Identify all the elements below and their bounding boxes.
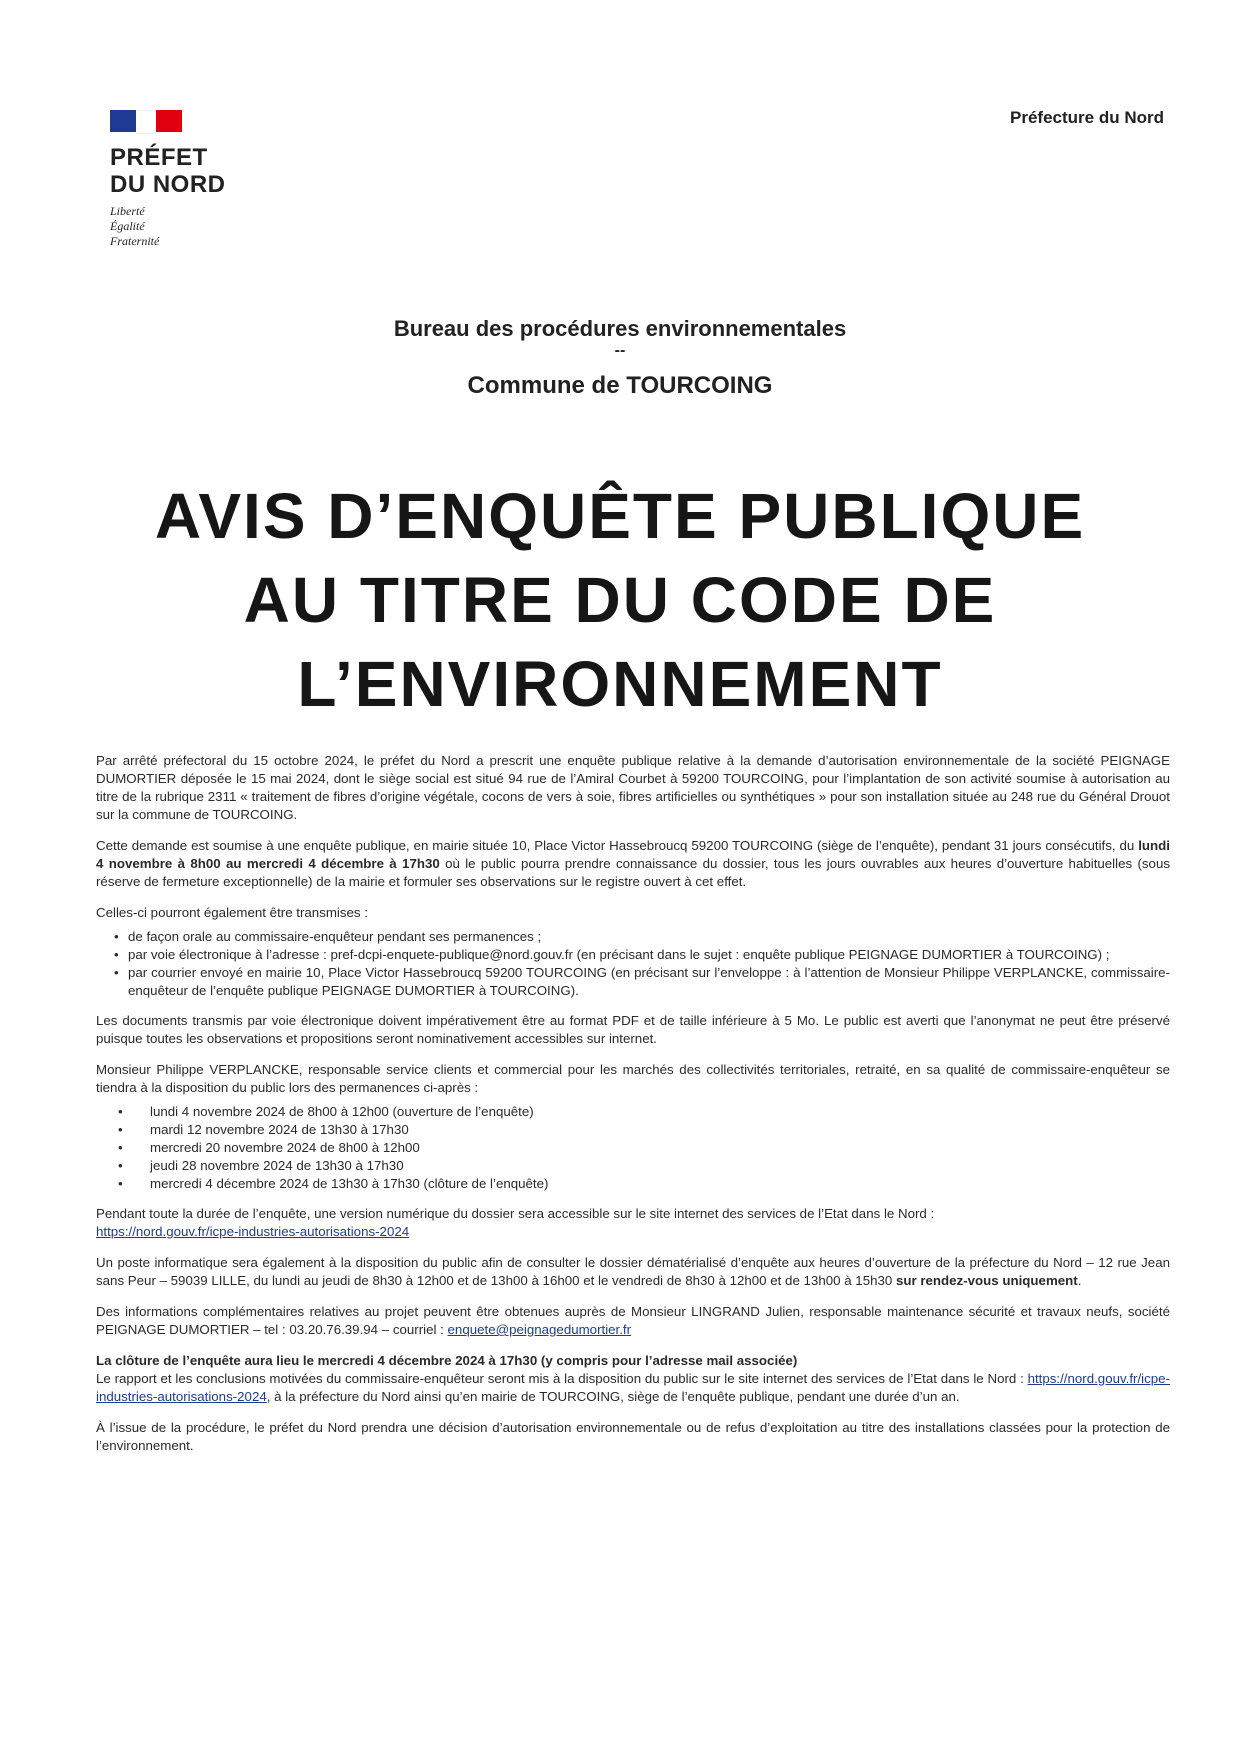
motto-fraternite: Fraternité [110,234,160,248]
motto-egalite: Égalité [110,219,145,233]
dossier-numerique-text: Pendant toute la durée de l’enquête, une version numérique du dossier sera accessible sur le site internet des services de l’Etat dans le Nord : [96,1206,935,1221]
prefecture-label: Préfecture du Nord [1010,108,1164,127]
subheader-separator: -- [614,342,626,359]
logo-title-line2: DU NORD [110,171,226,198]
flag-blue-band [110,110,136,132]
french-flag-icon [110,110,182,132]
list-item: • par voie électronique à l’adresse : pref-dcpi-enquete-publique@nord.gouv.fr (en précisant dans le sujet : enquête publique PEIGNAGE DUMORTIER à TOURCOING) ; [114,946,1170,964]
paragraph-enquete-b: où le public pourra prendre connaissance du dossier, tous les jours ouvrables aux heures d’ouverture habituelles (sous réserve de fermeture exceptionnelle) de la mairie et formuler ses observations sur le registre ouvert à cet effet. [96,856,1170,889]
paragraph-poste-informatique [96,1254,1170,1290]
list-item: • de façon orale au commissaire-enquêteur pendant ses permanences ; [114,928,1170,946]
paragraph-dossier-numerique [96,1205,1170,1241]
paragraph-transmission-intro: Celles-ci pourront également être transmises : [96,905,368,920]
bureau-title: Bureau des procédures environnementales [393,316,847,341]
dossier-link[interactable]: https://nord.gouv.fr/icpe-industries-autorisations-2024 [96,1224,410,1239]
paragraph-commissaire: Monsieur Philippe VERPLANCKE, responsable service clients et commercial pour les marchés des collectivités territoriales, retraité, en sa qualité de commissaire-enquêteur se tiendra à la disposition du public lors des permanences ci-après : [96,1062,1170,1095]
cloture-heading: La clôture de l’enquête aura lieu le mercredi 4 décembre 2024 à 17h30 (y compris pour l’adresse mail associée) [96,1353,798,1368]
rapport-link[interactable]: https://nord.gouv.fr/icpe-industries-autorisations-2024 [96,1371,1170,1404]
page-title [0,474,1240,726]
paragraph-enquete-a: Cette demande est soumise à une enquête publique, en mairie située 10, Place Victor Hassebroucq 59200 TOURCOING (siège de l’enquête), pendant 31 jours consécutifs, du [96,838,1139,853]
notice-body [96,752,1170,1468]
title-line2: AU TITRE DU CODE DE [243,564,997,636]
rendez-vous-text: sur rendez-vous uniquement [895,1273,1078,1288]
list-item: • jeudi 28 novembre 2024 de 13h30 à 17h30 [118,1157,1170,1175]
motto-liberte: Liberté [110,204,145,218]
flag-white-band [136,110,156,134]
republique-logo [110,110,226,249]
enquete-dates: lundi 4 novembre à 8h00 au mercredi 4 décembre à 17h30 [96,838,1170,871]
flag-red-band [156,110,182,132]
list-item: • par courrier envoyé en mairie 10, Place Victor Hassebroucq 59200 TOURCOING (en précisant sur l’enveloppe : à l’attention de Monsieur Philippe VERPLANCKE, commissaire-enquêteur de l’enquête publique PEIGNAGE DUMORTIER à TOURCOING). [114,964,1170,1000]
logo-title [110,144,226,198]
paragraph-cloture [96,1352,1170,1406]
list-item: • mercredi 4 décembre 2024 de 13h30 à 17h30 (clôture de l’enquête) [118,1175,1170,1193]
list-item: • mercredi 20 novembre 2024 de 8h00 à 12h00 [118,1139,1170,1157]
paragraph-enquete [96,837,1170,891]
permanences-list [96,1103,1170,1193]
email-link[interactable]: enquete@peignagedumortier.fr [447,1322,632,1337]
title-line3: L’ENVIRONNEMENT [297,648,943,720]
paragraph-issue: À l’issue de la procédure, le préfet du Nord prendra une décision d’autorisation environnementale ou de refus d’exploitation au titre des installations classées pour la protection de l’environnement. [96,1420,1170,1453]
poste-text: Un poste informatique sera également à la disposition du public afin de consulter le dossier dématérialisé d’enquête aux heures d’ouverture de la préfecture du Nord – 12 rue Jean sans Peur – 59039 LILLE, du lundi au jeudi de 8h30 à 12h00 et de 13h00 à 16h00 et le vendredi de 8h30 à 12h00 et de 13h00 à 15h30 [96,1255,1170,1288]
commune-title: Commune de TOURCOING [467,372,773,399]
paragraph-arrete: Par arrêté préfectoral du 15 octobre 2024, le préfet du Nord a prescrit une enquête publique relative à la demande d’autorisation environnementale de la société PEIGNAGE DUMORTIER déposée le 15 mai 2024, dont le siège social est situé 94 rue de l’Amiral Courbet à 59200 TOURCOING, pour l’implantation de son activité soumise à autorisation au titre de la rubrique 2311 « traitement de fibres d’origine végétale, cocons de vers à soie, fibres artificielles ou synthétiques » pour son installation située au 248 rue du Général Drouot sur la commune de TOURCOING. [96,753,1170,822]
transmission-list [96,928,1170,1000]
informations-text: Des informations complémentaires relatives au projet peuvent être obtenues auprès de Monsieur LINGRAND Julien, responsable maintenance sécurité et travaux neufs, société PEIGNAGE DUMORTIER – tel : 03.20.76.39.94 – courriel : [96,1304,1170,1337]
cloture-text: Le rapport et les conclusions motivées du commissaire-enquêteur seront mis à la disposition du public sur le site internet des services de l’Etat dans le Nord : [96,1371,1024,1386]
poste-end: . [1077,1273,1082,1288]
subheader [0,316,1240,400]
logo-title-line1: PRÉFET [110,144,208,171]
cloture-text-end: , à la préfecture du Nord ainsi qu’en mairie de TOURCOING, siège de l’enquête publique, pendant une durée d’un an. [266,1389,960,1404]
paragraph-documents: Les documents transmis par voie électronique doivent impérativement être au format PDF et de taille inférieure à 5 Mo. Le public est averti que l’anonymat ne peut être préservé puisque toutes les observations et propositions seront nominativement accessibles sur internet. [96,1013,1170,1046]
list-item: • mardi 12 novembre 2024 de 13h30 à 17h30 [118,1121,1170,1139]
motto [110,204,226,249]
list-item: • lundi 4 novembre 2024 de 8h00 à 12h00 (ouverture de l’enquête) [118,1103,1170,1121]
paragraph-informations [96,1303,1170,1339]
title-line1: AVIS D’ENQUÊTE PUBLIQUE [154,480,1086,552]
